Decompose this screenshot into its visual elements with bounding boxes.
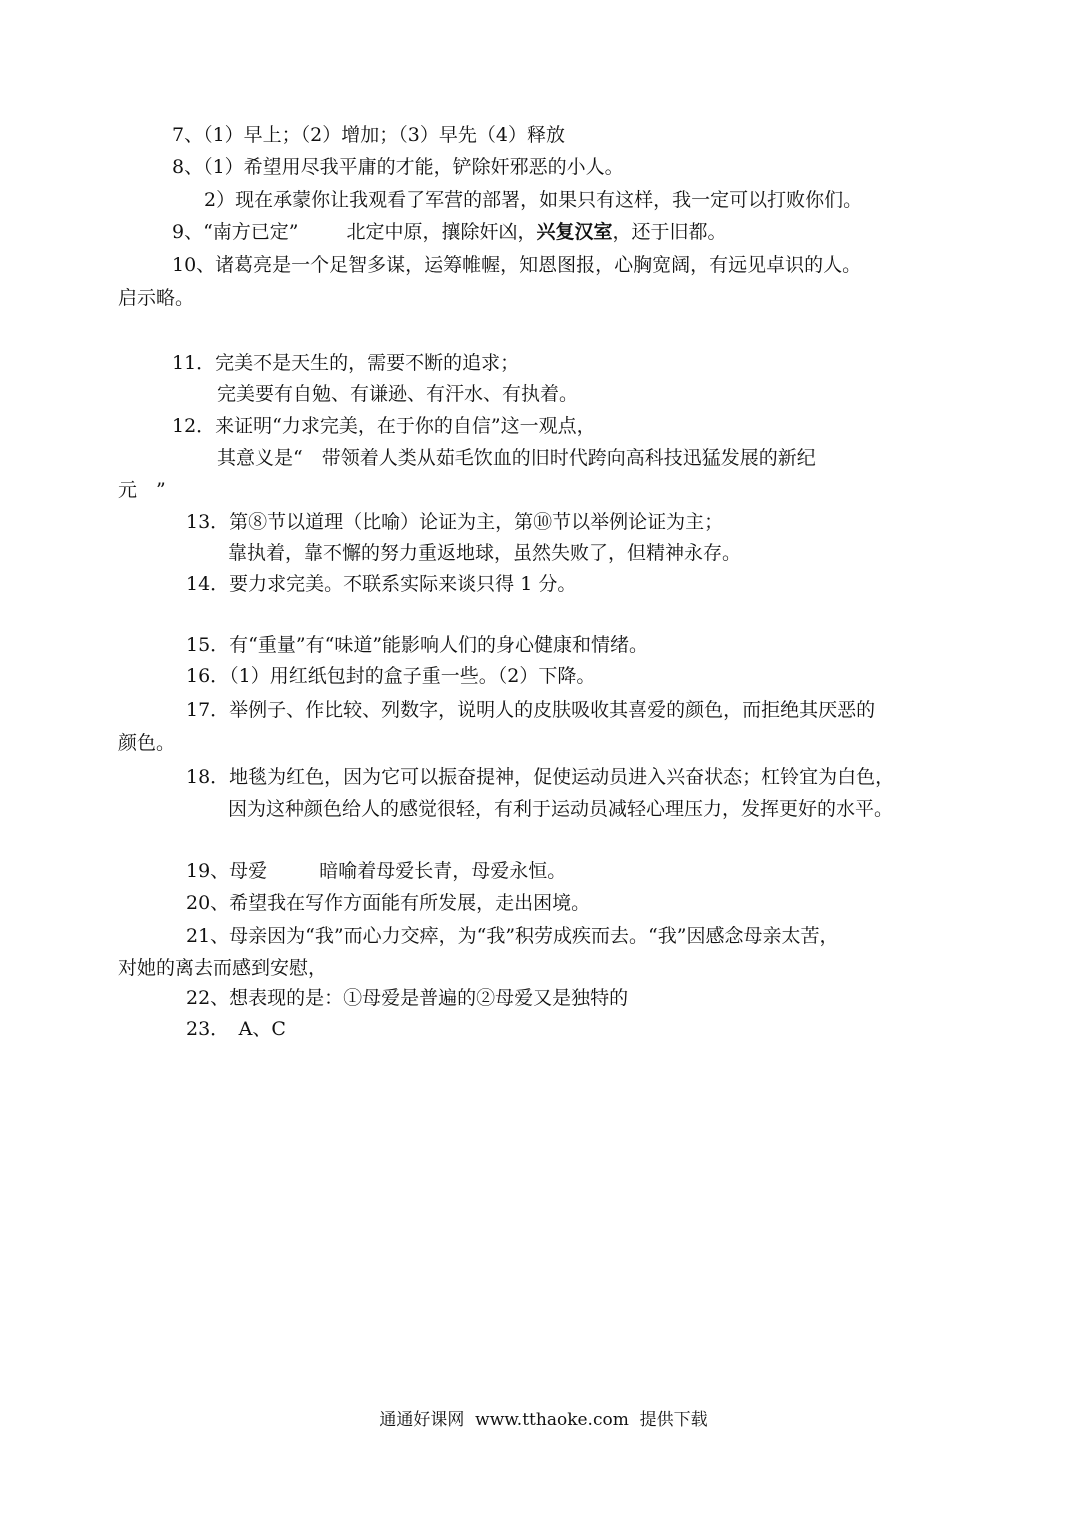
answer-8-line-2: 2）现在承蒙你让我观看了军营的部署，如果只有这样，我一定可以打败你们。 (204, 189, 863, 211)
answer-10-line-2: 启示略。 (118, 287, 195, 309)
answer-13-line-2: 靠执着，靠不懈的努力重返地球，虽然失败了，但精神永存。 (228, 542, 742, 564)
answer-11-line-2: 完美要有自勉、有谦逊、有汗水、有执着。 (217, 383, 579, 405)
answer-11-line-1: 11．完美不是天生的，需要不断的追求； (172, 352, 520, 374)
answer-10-line-1: 10、诸葛亮是一个足智多谋，运筹帷幄，知恩图报，心胸宽阔，有远见卓识的人。 (172, 254, 862, 276)
answer-9-tail: ，还于旧都。 (612, 221, 727, 243)
answer-8-line-1: 8、（1）希望用尽我平庸的才能，铲除奸邪恶的小人。 (172, 156, 624, 178)
answer-18-line-1: 18．地毯为红色，因为它可以振奋提神，促使运动员进入兴奋状态；杠铃宜为白色， (186, 766, 895, 788)
answer-13-line-1: 13．第⑧节以道理（比喻）论证为主，第⑩节以举例论证为主； (186, 511, 724, 533)
answer-14: 14．要力求完美。不联系实际来谈只得 1 分。 (186, 573, 577, 595)
answer-9-quote: 9、“南方已定” (172, 221, 299, 243)
answer-12-line-1: 12．来证明“力求完美，在于你的自信”这一观点， (172, 415, 596, 437)
answer-23: 23． A、C (186, 1018, 286, 1040)
answer-9 (172, 219, 727, 245)
answer-21-line-2: 对她的离去而感到安慰， (118, 957, 328, 979)
answer-21-line-1: 21、母亲因为“我”而心力交瘁，为“我”积劳成疾而去。“我”因感念母亲太苦， (186, 925, 839, 947)
answer-19-head: 19、母爱 (186, 860, 268, 882)
answer-19 (186, 858, 566, 884)
answer-12-line-2: 其意义是“ 带领着人类从茹毛饮血的旧时代跨向高科技迅猛发展的新纪 (217, 447, 816, 469)
answer-15: 15．有“重量”有“味道”能影响人们的身心健康和情绪。 (186, 634, 649, 656)
answer-19-text: 暗喻着母爱长青，母爱永恒。 (319, 860, 567, 882)
answer-22: 22、想表现的是：①母爱是普遍的②母爱又是独特的 (186, 987, 629, 1009)
answer-9-text: 北定中原，攘除奸凶， (346, 221, 537, 243)
answer-16: 16．（1）用红纸包封的盒子重一些。（2）下降。 (186, 665, 596, 687)
answer-20: 20、希望我在写作方面能有所发展，走出困境。 (186, 892, 591, 914)
answer-17-line-2: 颜色。 (118, 732, 176, 754)
answer-7: 7、（1）早上；（2）增加；（3）早先（4）释放 (172, 124, 565, 146)
answer-12-line-3: 元 ” (118, 479, 166, 501)
answer-17-line-1: 17．举例子、作比较、列数字，说明人的皮肤吸收其喜爱的颜色，而拒绝其厌恶的 (186, 699, 876, 721)
answer-9-bold-text: 兴复汉室 (536, 221, 613, 243)
page-footer: 通通好课网 www.tthaoke.com 提供下载 (379, 1410, 708, 1430)
answer-18-line-2: 因为这种颜色给人的感觉很轻，有利于运动员减轻心理压力，发挥更好的水平。 (228, 798, 894, 820)
